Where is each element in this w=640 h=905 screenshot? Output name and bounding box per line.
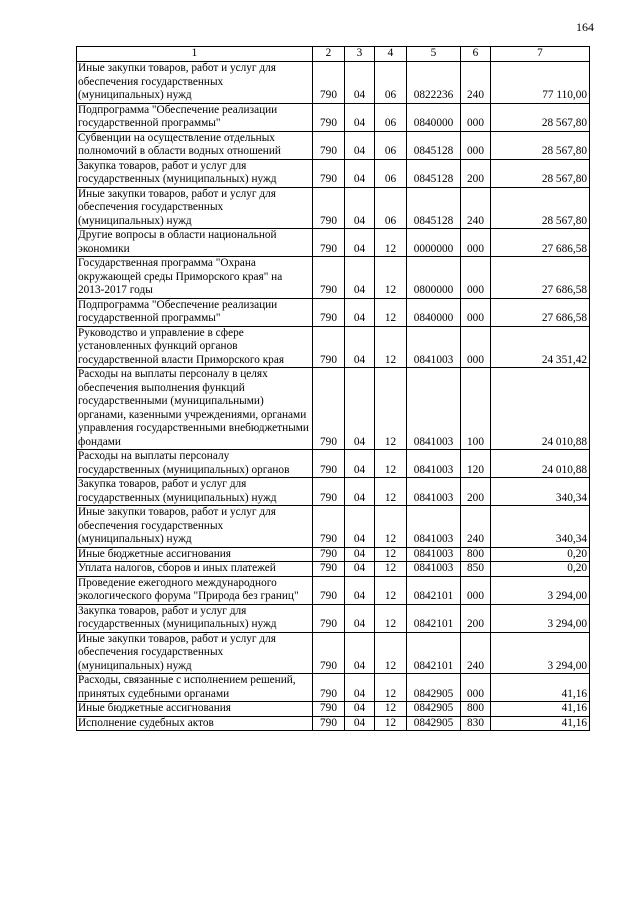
subsection-code: 06	[375, 62, 407, 104]
section-code: 04	[345, 506, 375, 548]
section-code: 04	[345, 298, 375, 326]
table-row	[77, 229, 590, 257]
column-header: 7	[491, 47, 590, 62]
expense-type-code: 100	[461, 368, 491, 450]
amount: 28 567,80	[491, 187, 590, 229]
item-name: Иные бюджетные ассигнования	[77, 547, 313, 562]
item-name: Иные закупки товаров, работ и услуг для обеспечения государственных (муниципальных) нужд	[77, 187, 313, 229]
column-header: 5	[407, 47, 461, 62]
expense-type-code: 240	[461, 506, 491, 548]
target-article-code: 0841003	[407, 562, 461, 577]
item-name: Расходы на выплаты персоналу в целях обеспечения выполнения функций государственными (муниципальными) органами, казенными учреждениями, органами управления государственными внебюджетными фондами	[77, 368, 313, 450]
column-header: 1	[77, 47, 313, 62]
amount: 27 686,58	[491, 257, 590, 299]
section-code: 04	[345, 131, 375, 159]
table-row	[77, 368, 590, 450]
item-name: Закупка товаров, работ и услуг для государственных (муниципальных) нужд	[77, 159, 313, 187]
table-row	[77, 298, 590, 326]
table-row	[77, 257, 590, 299]
subsection-code: 06	[375, 103, 407, 131]
item-name: Исполнение судебных актов	[77, 716, 313, 731]
subsection-code: 12	[375, 478, 407, 506]
target-article-code: 0840000	[407, 103, 461, 131]
target-article-code: 0800000	[407, 257, 461, 299]
admin-code: 790	[313, 187, 345, 229]
admin-code: 790	[313, 604, 345, 632]
section-code: 04	[345, 562, 375, 577]
section-code: 04	[345, 674, 375, 702]
target-article-code: 0841003	[407, 506, 461, 548]
subsection-code: 12	[375, 674, 407, 702]
admin-code: 790	[313, 159, 345, 187]
admin-code: 790	[313, 478, 345, 506]
subsection-code: 12	[375, 547, 407, 562]
amount: 3 294,00	[491, 604, 590, 632]
table-row	[77, 562, 590, 577]
subsection-code: 06	[375, 187, 407, 229]
subsection-code: 12	[375, 257, 407, 299]
table-row	[77, 547, 590, 562]
amount: 41,16	[491, 702, 590, 717]
amount: 0,20	[491, 562, 590, 577]
target-article-code: 0845128	[407, 131, 461, 159]
amount: 28 567,80	[491, 131, 590, 159]
item-name: Иные бюджетные ассигнования	[77, 702, 313, 717]
header-row	[77, 47, 590, 62]
admin-code: 790	[313, 62, 345, 104]
amount: 41,16	[491, 674, 590, 702]
column-header: 6	[461, 47, 491, 62]
admin-code: 790	[313, 632, 345, 674]
table-row	[77, 716, 590, 731]
section-code: 04	[345, 229, 375, 257]
admin-code: 790	[313, 326, 345, 368]
target-article-code: 0842101	[407, 576, 461, 604]
item-name: Иные закупки товаров, работ и услуг для обеспечения государственных (муниципальных) нужд	[77, 506, 313, 548]
section-code: 04	[345, 547, 375, 562]
section-code: 04	[345, 62, 375, 104]
expense-type-code: 240	[461, 187, 491, 229]
subsection-code: 12	[375, 326, 407, 368]
admin-code: 790	[313, 450, 345, 478]
target-article-code: 0840000	[407, 298, 461, 326]
admin-code: 790	[313, 674, 345, 702]
section-code: 04	[345, 604, 375, 632]
expense-type-code: 850	[461, 562, 491, 577]
admin-code: 790	[313, 103, 345, 131]
admin-code: 790	[313, 506, 345, 548]
target-article-code: 0841003	[407, 368, 461, 450]
amount: 27 686,58	[491, 229, 590, 257]
section-code: 04	[345, 576, 375, 604]
admin-code: 790	[313, 257, 345, 299]
subsection-code: 12	[375, 506, 407, 548]
amount: 3 294,00	[491, 576, 590, 604]
admin-code: 790	[313, 547, 345, 562]
page-number: 164	[576, 20, 594, 34]
target-article-code: 0842905	[407, 716, 461, 731]
section-code: 04	[345, 702, 375, 717]
table-row	[77, 478, 590, 506]
column-header: 2	[313, 47, 345, 62]
subsection-code: 12	[375, 716, 407, 731]
target-article-code: 0842905	[407, 702, 461, 717]
table-row	[77, 506, 590, 548]
admin-code: 790	[313, 702, 345, 717]
subsection-code: 12	[375, 632, 407, 674]
section-code: 04	[345, 103, 375, 131]
subsection-code: 12	[375, 229, 407, 257]
expense-type-code: 120	[461, 450, 491, 478]
amount: 28 567,80	[491, 159, 590, 187]
table-row	[77, 632, 590, 674]
subsection-code: 06	[375, 159, 407, 187]
target-article-code: 0842905	[407, 674, 461, 702]
expense-type-code: 800	[461, 702, 491, 717]
target-article-code: 0822236	[407, 62, 461, 104]
table-row	[77, 674, 590, 702]
item-name: Субвенции на осуществление отдельных полномочий в области водных отношений	[77, 131, 313, 159]
item-name: Иные закупки товаров, работ и услуг для обеспечения государственных (муниципальных) нужд	[77, 632, 313, 674]
item-name: Проведение ежегодного международного экологического форума "Природа без границ"	[77, 576, 313, 604]
table-row	[77, 131, 590, 159]
expense-type-code: 800	[461, 547, 491, 562]
admin-code: 790	[313, 576, 345, 604]
item-name: Подпрограмма "Обеспечение реализации государственной программы"	[77, 103, 313, 131]
amount: 24 010,88	[491, 368, 590, 450]
amount: 340,34	[491, 506, 590, 548]
subsection-code: 12	[375, 604, 407, 632]
section-code: 04	[345, 450, 375, 478]
admin-code: 790	[313, 716, 345, 731]
item-name: Уплата налогов, сборов и иных платежей	[77, 562, 313, 577]
amount: 28 567,80	[491, 103, 590, 131]
table-row	[77, 187, 590, 229]
item-name: Расходы, связанные с исполнением решений, принятых судебными органами	[77, 674, 313, 702]
expense-type-code: 000	[461, 103, 491, 131]
table-row	[77, 702, 590, 717]
target-article-code: 0841003	[407, 478, 461, 506]
amount: 77 110,00	[491, 62, 590, 104]
table-row	[77, 326, 590, 368]
expense-type-code: 000	[461, 229, 491, 257]
section-code: 04	[345, 326, 375, 368]
item-name: Расходы на выплаты персоналу государственных (муниципальных) органов	[77, 450, 313, 478]
admin-code: 790	[313, 131, 345, 159]
admin-code: 790	[313, 368, 345, 450]
table-row	[77, 62, 590, 104]
amount: 3 294,00	[491, 632, 590, 674]
item-name: Подпрограмма "Обеспечение реализации государственной программы"	[77, 298, 313, 326]
expense-type-code: 240	[461, 632, 491, 674]
table-row	[77, 450, 590, 478]
subsection-code: 12	[375, 298, 407, 326]
item-name: Другие вопросы в области национальной экономики	[77, 229, 313, 257]
target-article-code: 0000000	[407, 229, 461, 257]
expense-type-code: 200	[461, 604, 491, 632]
expense-type-code: 000	[461, 257, 491, 299]
amount: 27 686,58	[491, 298, 590, 326]
item-name: Закупка товаров, работ и услуг для государственных (муниципальных) нужд	[77, 604, 313, 632]
expense-type-code: 000	[461, 674, 491, 702]
section-code: 04	[345, 257, 375, 299]
target-article-code: 0841003	[407, 450, 461, 478]
item-name: Иные закупки товаров, работ и услуг для обеспечения государственных (муниципальных) нужд	[77, 62, 313, 104]
subsection-code: 12	[375, 576, 407, 604]
section-code: 04	[345, 368, 375, 450]
expense-type-code: 830	[461, 716, 491, 731]
admin-code: 790	[313, 229, 345, 257]
column-header: 4	[375, 47, 407, 62]
target-article-code: 0841003	[407, 547, 461, 562]
expense-type-code: 000	[461, 131, 491, 159]
target-article-code: 0845128	[407, 159, 461, 187]
subsection-code: 06	[375, 131, 407, 159]
section-code: 04	[345, 716, 375, 731]
subsection-code: 12	[375, 368, 407, 450]
expense-type-code: 240	[461, 62, 491, 104]
subsection-code: 12	[375, 702, 407, 717]
expense-type-code: 200	[461, 159, 491, 187]
item-name: Закупка товаров, работ и услуг для государственных (муниципальных) нужд	[77, 478, 313, 506]
table-row	[77, 103, 590, 131]
expense-type-code: 000	[461, 576, 491, 604]
table-row	[77, 159, 590, 187]
amount: 41,16	[491, 716, 590, 731]
amount: 340,34	[491, 478, 590, 506]
subsection-code: 12	[375, 450, 407, 478]
section-code: 04	[345, 478, 375, 506]
amount: 24 010,88	[491, 450, 590, 478]
section-code: 04	[345, 159, 375, 187]
table-row	[77, 604, 590, 632]
table-body	[77, 62, 590, 731]
target-article-code: 0842101	[407, 632, 461, 674]
admin-code: 790	[313, 298, 345, 326]
section-code: 04	[345, 632, 375, 674]
section-code: 04	[345, 187, 375, 229]
amount: 24 351,42	[491, 326, 590, 368]
item-name: Руководство и управление в сфере установленных функций органов государственной власти Приморского края	[77, 326, 313, 368]
subsection-code: 12	[375, 562, 407, 577]
target-article-code: 0841003	[407, 326, 461, 368]
expense-type-code: 200	[461, 478, 491, 506]
target-article-code: 0842101	[407, 604, 461, 632]
expense-type-code: 000	[461, 298, 491, 326]
admin-code: 790	[313, 562, 345, 577]
item-name: Государственная программа "Охрана окружающей среды Приморского края" на 2013-2017 годы	[77, 257, 313, 299]
target-article-code: 0845128	[407, 187, 461, 229]
budget-table	[76, 46, 590, 731]
expense-type-code: 000	[461, 326, 491, 368]
column-header: 3	[345, 47, 375, 62]
table-row	[77, 576, 590, 604]
amount: 0,20	[491, 547, 590, 562]
